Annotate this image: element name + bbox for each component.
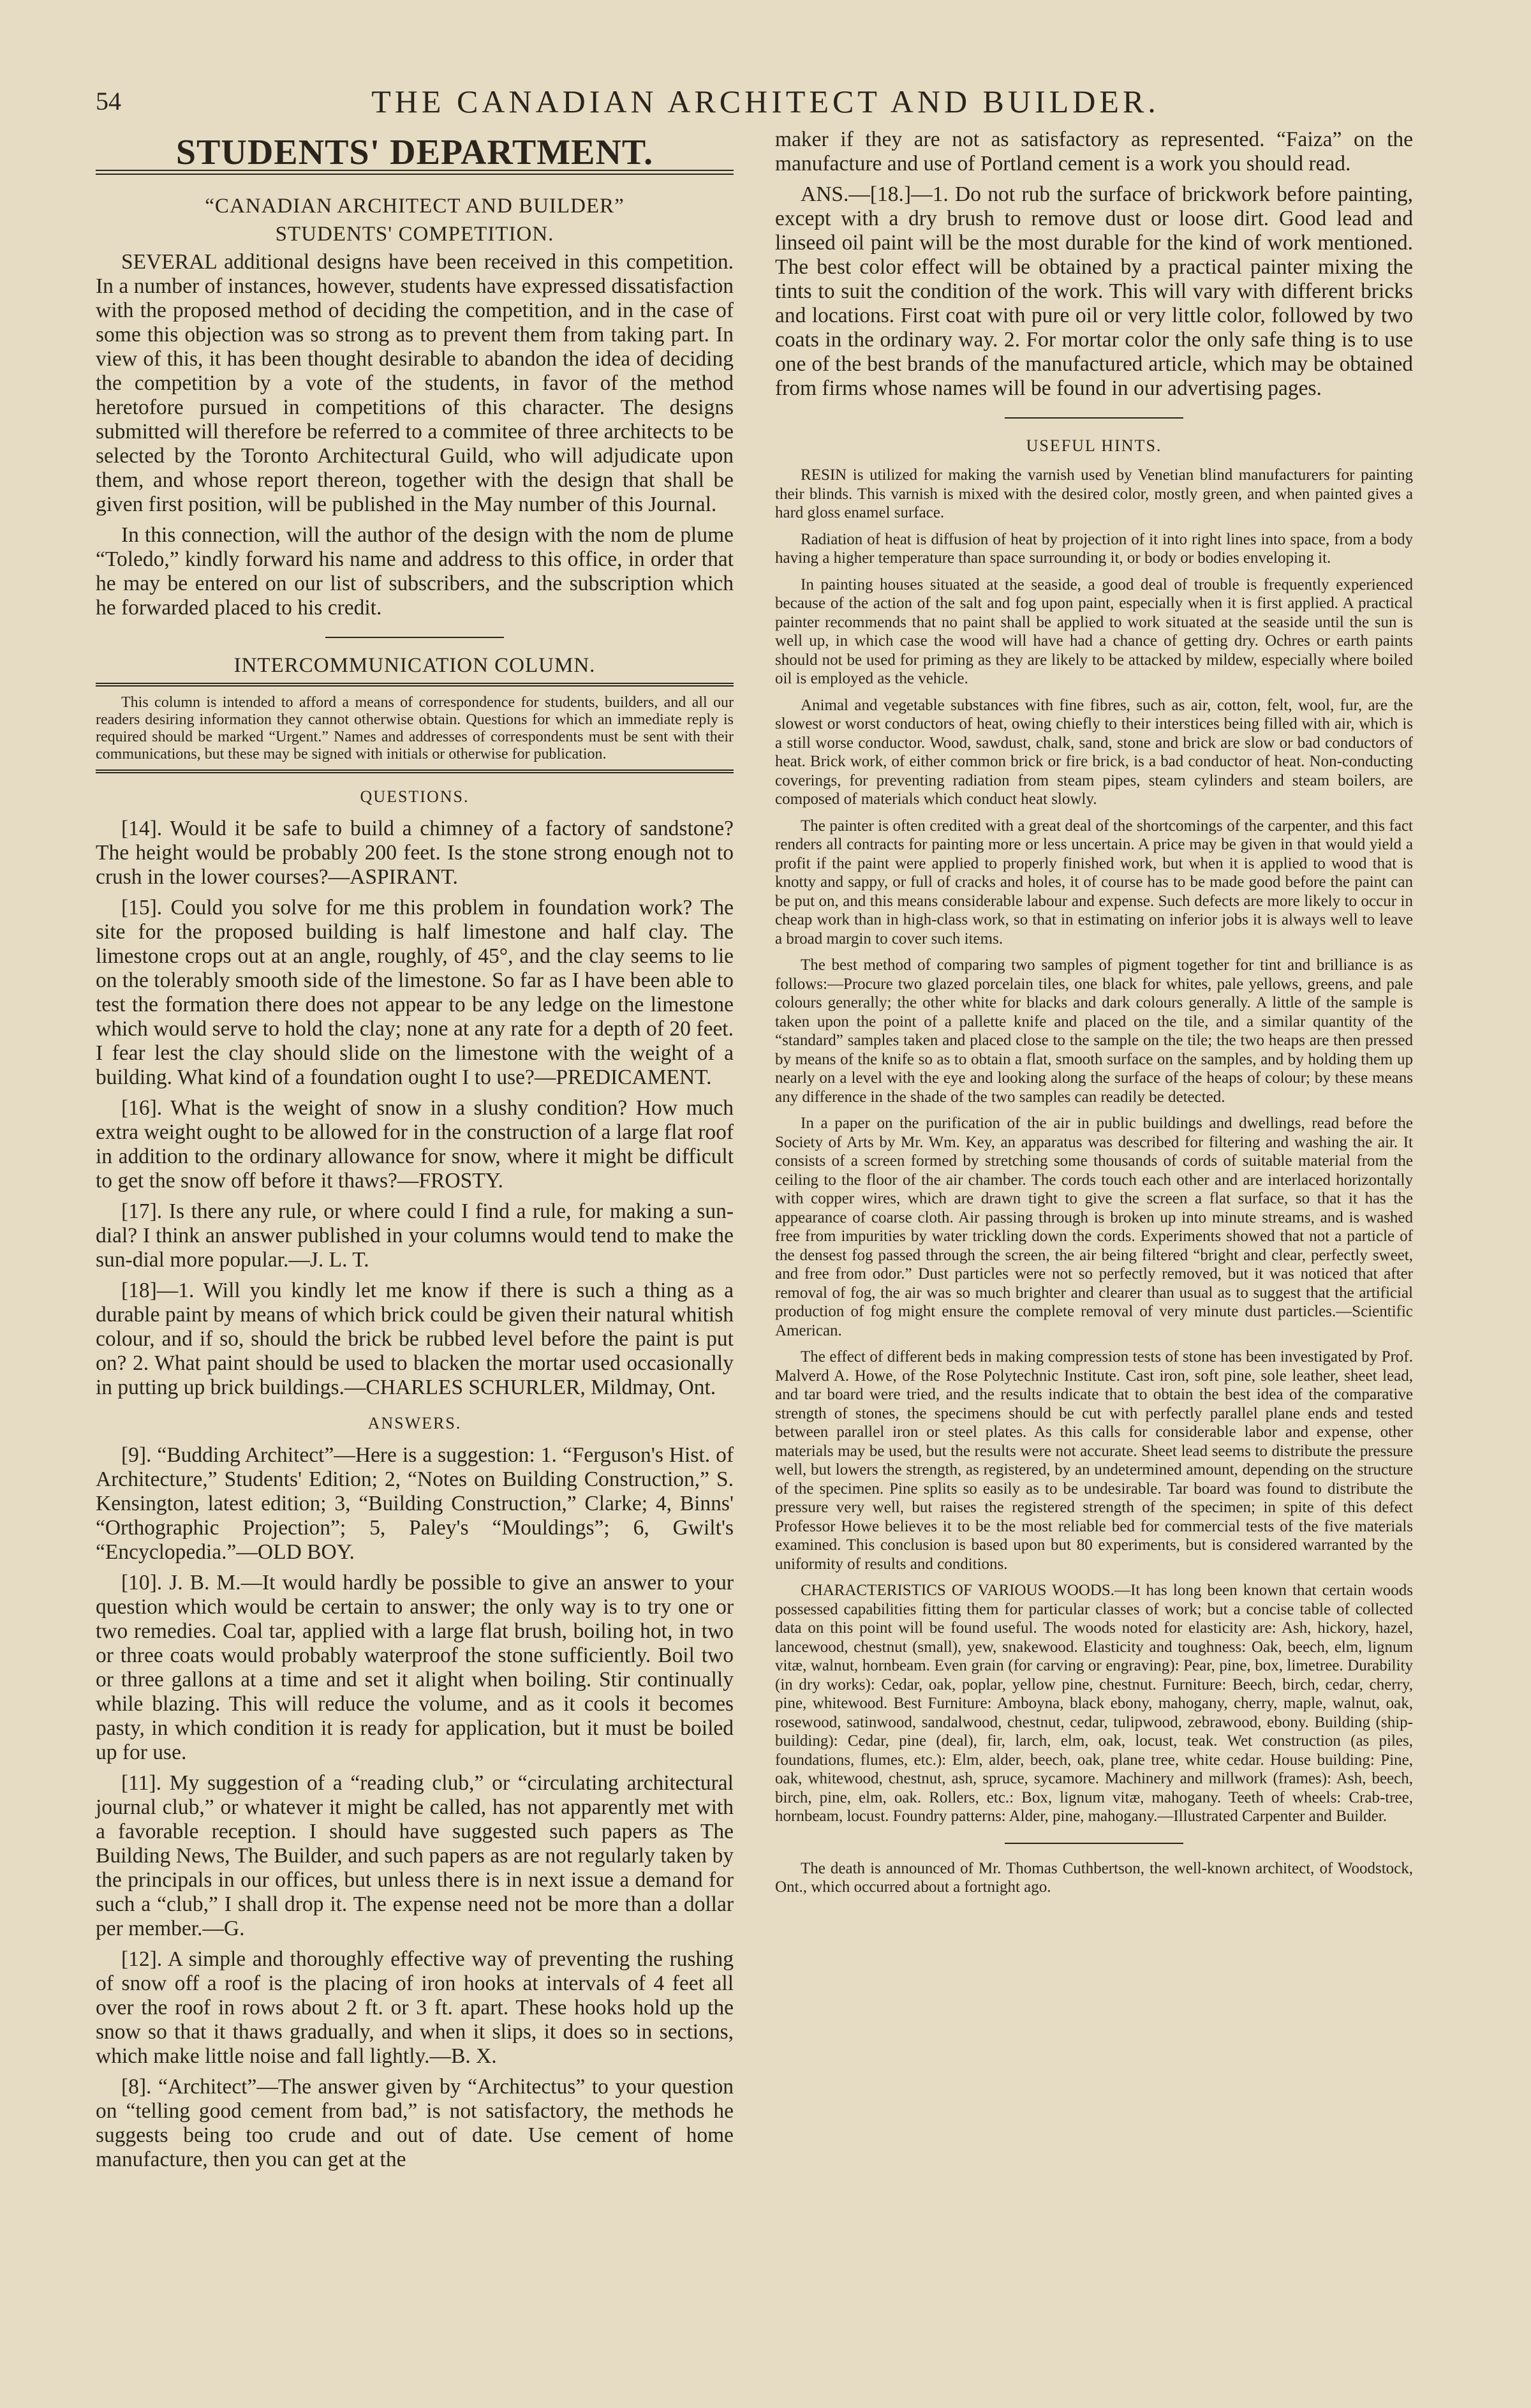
competition-paragraph: SEVERAL additional designs have been received in this competition. In a number of instances, however, students have expressed dissatisfaction with the proposed method of deciding the competition, and in the case of some this objection was so strong as to prevent them from taking part. In view of this, it has been thought desirable to abandon the idea of deciding the competition by a vote of the students, in favor of the method heretofore pursued in competitions of this character. The designs submitted will therefore be referred to a commitee of three architects to be selected by the Toronto Architectural Guild, who will adjudicate upon them, and whose report thereon, together with the design that shall be given first position, will be published in the May number of this Journal. xyxy=(96,250,734,516)
hint-paragraph: The best method of comparing two samples of pigment together for tint and brilliance is as follows:—Procure two glazed porcelain tiles, one black for whites, pale yellows, greens, and pale colours generally; the other white for blacks and dark colours generally. A little of the sample is taken upon the point of a pallette knife and placed on the tile, and a similar quantity of the “standard” samples taken and placed close to the sample on the tile; the two heaps are then pressed by means of the knife so as to obtain a flat, smooth surface on the samples, and by holding them up nearly on a level with the eye and looking along the surface of the heaps of colour; by these means any difference in the shade of the two samples can readily be detected. xyxy=(775,956,1413,1106)
death-notice: The death is announced of Mr. Thomas Cuthbertson, the well-known architect, of Woodstock, Ont., which occurred about a fortnight ago. xyxy=(775,1859,1413,1896)
competition-paragraph: In this connection, will the author of the design with the nom de plume “Toledo,” kindly forward his name and address to this office, in order that he may be entered on our list of subscribers, and the subscription which he forwarded placed to his credit. xyxy=(96,523,734,620)
hint-paragraph: RESIN is utilized for making the varnish used by Venetian blind manufacturers for painting their blinds. This varnish is mixed with the desired color, mostly green, and when painted gives a hard gloss enamel surface. xyxy=(775,466,1413,521)
section-rule xyxy=(325,637,504,638)
running-title: THE CANADIAN ARCHITECT AND BUILDER. xyxy=(371,84,1160,119)
competition-title-line2: STUDENTS' COMPETITION. xyxy=(275,223,554,246)
questions-title: QUESTIONS. xyxy=(360,787,470,806)
section-rule xyxy=(1005,1843,1183,1844)
page-number: 54 xyxy=(96,87,121,115)
thin-rule xyxy=(96,769,734,773)
thin-rule xyxy=(96,683,734,687)
question-item: [18]—1. Will you kindly let me know if there is such a thing as a durable paint by means of which brick could be given their natural whitish colour, and if so, should the brick be rubbed level before the paint is put on? 2. What paint should be used to blacken the mortar used occasionally in putting up brick buildings.—CHARLES SCHURLER, Mildmay, Ont. xyxy=(96,1279,734,1399)
hint-paragraph: In a paper on the purification of the air in public buildings and dwellings, read before the Society of Arts by Mr. Wm. Key, an apparatus was described for filtering and washing the air. It consists of a screen formed by stretching some thousands of cords of suitable material from the ceiling to the floor of the air chamber. The cords touch each other and are interlaced horizontally with copper wires, which are drawn tight to give the screen a flat surface, so that it has the appearance of coarse cloth. Air passing through is broken up into minute streams, and is washed free from impurities by water trickling down the cords. Experiments showed that not a particle of the densest fog passed through the screen, the air being filtered “bright and clear, perfectly sweet, and free from odor.” Dust particles were not so perfectly removed, but it was noticed that after removal of fog, the air was so much brighter and clearer than usual as to suggest that the artificial production of fog might ensure the complete removal of very minute dust particles.—Scientific American. xyxy=(775,1115,1413,1339)
section-rule xyxy=(1005,417,1183,419)
question-item: [14]. Would it be safe to build a chimney of a factory of sandstone? The height would be probably 200 feet. Is the stone strong enough not to crush in the lower courses?—ASPIRANT. xyxy=(96,817,734,889)
hint-paragraph: Radiation of heat is diffusion of heat by projection of it into right lines into space, from a body having a higher temperature than space surrounding it, or body or bodies enveloping it. xyxy=(775,530,1413,567)
useful-hints-block xyxy=(775,466,1413,1897)
competition-title-line1: “CANADIAN ARCHITECT AND BUILDER” xyxy=(205,195,625,218)
hint-paragraph: Animal and vegetable substances with fine fibres, such as air, cotton, felt, wool, fur, are the slowest or worst conductors of heat, owing chiefly to their interstices being filled with air, which is a still worse conductor. Wood, sawdust, chalk, sand, stone and brick are slow or bad conductors of heat. Brick work, of either common brick or fire brick, is a bad conductor of heat. Non-conducting coverings, for preventing radiation from steam pipes, steam cylinders and steam boilers, are composed of materials which conduct heat slowly. xyxy=(775,696,1413,808)
answer-item: [12]. A simple and thoroughly effective way of preventing the rushing of snow off a roof is the placing of iron hooks at intervals of 4 feet all over the roof in rows about 2 ft. or 3 ft. apart. These hooks hold up the snow so that it thaws gradually, and when it slips, it does so in sections, which make little noise and fall lightly.—B. X. xyxy=(96,1947,734,2068)
hint-paragraph: The effect of different beds in making compression tests of stone has been investigated by Prof. Malverd A. Howe, of the Rose Polytechnic Institute. Cast iron, soft pine, sole leather, sheet lead, and tar board were tried, and the results indicate that to obtain the best idea of the comparative strength of stones, the specimens should be cut with perfectly parallel plane ends and tested between parallel iron or steel plates. As this calls for considerable labor and expense, other materials may be used, but the results were not accurate. Sheet lead seems to distribute the pressure well, but lowers the strength, as registered, by an undetermined amount, depending on the structure of the specimen. Pine splits so easily as to be undesirable. Tar board was found to distribute the pressure very well, but raises the registered strength of the specimen; in spite of this defect Professor Howe believes it to be the most reliable bed for commercial tests of the five materials examined. This conclusion is based upon but 80 experiments, but is considered warranted by the uniformity of results and conditions. xyxy=(775,1348,1413,1573)
question-item: [15]. Could you solve for me this problem in foundation work? The site for the proposed building is half limestone and half clay. The limestone crops out at an angle, roughly, of 45°, and the clay seems to lie on the tolerably smooth side of the limestone. So far as I have been able to test the formation there does not appear to be any ledge on the limestone which would serve to hold the clay; none at any rate for a depth of 20 feet. I fear lest the clay should slide on the limestone with the weight of a building. What kind of a foundation ought I to use?—PREDICAMENT. xyxy=(96,896,734,1089)
answer-item: [9]. “Budding Architect”—Here is a suggestion: 1. “Ferguson's Hist. of Architecture,” Students' Edition; 2, “Notes on Building Construction,” S. Kensington, latest edition; 3, “Building Construction,” Clarke; 4, Binns' “Orthographic Projection”; 5, Paley's “Mouldings”; 6, Gwilt's “Encyclopedia.”—OLD BOY. xyxy=(96,1443,734,1564)
answer-item: [8]. “Architect”—The answer given by “Architectus” to your question on “telling good cement from bad,” is not satisfactory, the methods he suggests being too crude and out of date. Use cement of home manufacture, then you can get at the xyxy=(96,2075,734,2171)
intercommunication-notice: This column is intended to afford a means of correspondence for students, builders, and all our readers desiring information they cannot otherwise obtain. Questions for which an immediate reply is required should be marked “Urgent.” Names and addresses of correspondents must be sent with their communications, but these may be signed with initials or otherwise for publication. xyxy=(96,694,734,762)
intercommunication-title: INTERCOMMUNICATION COLUMN. xyxy=(233,654,596,677)
department-title: STUDENTS' DEPARTMENT. xyxy=(175,133,654,172)
left-column xyxy=(96,133,734,2178)
useful-hints-title: USEFUL HINTS. xyxy=(1026,436,1162,455)
answer-item: [11]. My suggestion of a “reading club,” or “circulating architectural journal club,” or whatever it might be called, has not apparently met with a favorable reception. I should have suggested such papers as The Building News, The Builder, and such papers as are not regularly taken by the principals in our offices, but unless there is in next issue a demand for such a “club,” I shall drop it. The expense need not be more than a dollar per member.—G. xyxy=(96,1771,734,1940)
answer-18: ANS.—[18.]—1. Do not rub the surface of brickwork before painting, except with a dry brush to remove dust or loose dirt. Good lead and linseed oil paint will be the most durable for the kind of work mentioned. The best color effect will be obtained by a practical painter mixing the tints to suit the condition of the work. This will vary with different bricks and locations. First coat with pure oil or very little color, followed by two coats in the ordinary way. 2. For mortar color the only safe thing is to use one of the best brands of the manufactured article, which may be obtained from firms whose names will be found in our advertising pages. xyxy=(775,182,1413,400)
question-item: [17]. Is there any rule, or where could I find a rule, for making a sun-dial? I think an answer published in your columns would tend to make the sun-dial more popular.—J. L. T. xyxy=(96,1200,734,1272)
answers-title: ANSWERS. xyxy=(367,1414,462,1432)
continued-answer: maker if they are not as satisfactory as represented. “Faiza” on the manufacture and use of Portland cement is a work you should read. xyxy=(775,128,1413,175)
answer-item: [10]. J. B. M.—It would hardly be possible to give an answer to your question which would be certain to answer; the only way is to try one or two remedies. Coal tar, applied with a large flat brush, boiling hot, in two or three coats would probably waterproof the stone sufficiently. Boil two or three gallons at a time and set it alight when boiling. Stir continually while blazing. This will reduce the volume, and as it cools it becomes pasty, in which condition it is ready for application, but it must be boiled up for use. xyxy=(96,1571,734,1764)
question-item: [16]. What is the weight of snow in a slushy condition? How much extra weight ought to be allowed for in the construction of a large flat roof in addition to the ordinary allowance for snow, where it might be difficult to get the snow off before it thaws?—FROSTY. xyxy=(96,1096,734,1193)
hint-paragraph: The painter is often credited with a great deal of the shortcomings of the carpenter, and this fact renders all contracts for painting more or less uncertain. A price may be given in that would yield a profit if the paint were applied to properly finished work, but when it is applied to wood that is knotty and sappy, or full of cracks and holes, it of course has to be made good before the paint can be put on, and this means considerable labour and expense. Such defects are more likely to occur in cheap work than in high-class work, so that in estimating on inferior jobs it is always well to leave a broad margin to cover such items. xyxy=(775,817,1413,948)
right-column xyxy=(775,128,1413,1905)
hint-paragraph: In painting houses situated at the seaside, a good deal of trouble is frequently experienced because of the action of the salt and fog upon paint, especially when it is first applied. A practical painter recommends that no paint shall be applied to work situated at the seaside until the sun is well up, in which case the wood will have had a chance of getting dry. Ochres or earth paints should not be used for priming as they are likely to be attacked by mildew, especially where boiled oil is employed as the vehicle. xyxy=(775,576,1413,687)
hint-paragraph: CHARACTERISTICS OF VARIOUS WOODS.—It has long been known that certain woods possessed capabilities fitting them for particular classes of work; but a concise table of collected data on this point will be found useful. The woods noted for elasticity are: Ash, hickory, hazel, lancewood, chestnut (small), yew, snakewood. Elasticity and toughness: Oak, beech, elm, lignum vitæ, walnut, hornbeam. Even grain (for carving or engraving): Pear, pine, box, limetree. Durability (in dry works): Cedar, oak, poplar, yellow pine, chestnut. Furniture: Beech, birch, cedar, cherry, pine, whitewood. Best Furniture: Amboyna, black ebony, mahogany, cherry, maple, walnut, oak, rosewood, satinwood, sandalwood, chestnut, cedar, tulipwood, zebrawood, ebony. Building (ship-building): Cedar, pine (deal), fir, larch, elm, oak, locust, teak. Wet construction (as piles, foundations, flumes, etc.): Elm, alder, beech, oak, plane tree, white cedar. House building: Pine, oak, whitewood, chestnut, ash, spruce, sycamore. Machinery and millwork (frames): Ash, beech, birch, pine, elm, oak. Rollers, etc.: Box, lignum vitæ, mahogany. Teeth of wheels: Crab-tree, hornbeam, locust. Foundry patterns: Alder, pine, mahogany.—Illustrated Carpenter and Builder. xyxy=(775,1582,1413,1825)
